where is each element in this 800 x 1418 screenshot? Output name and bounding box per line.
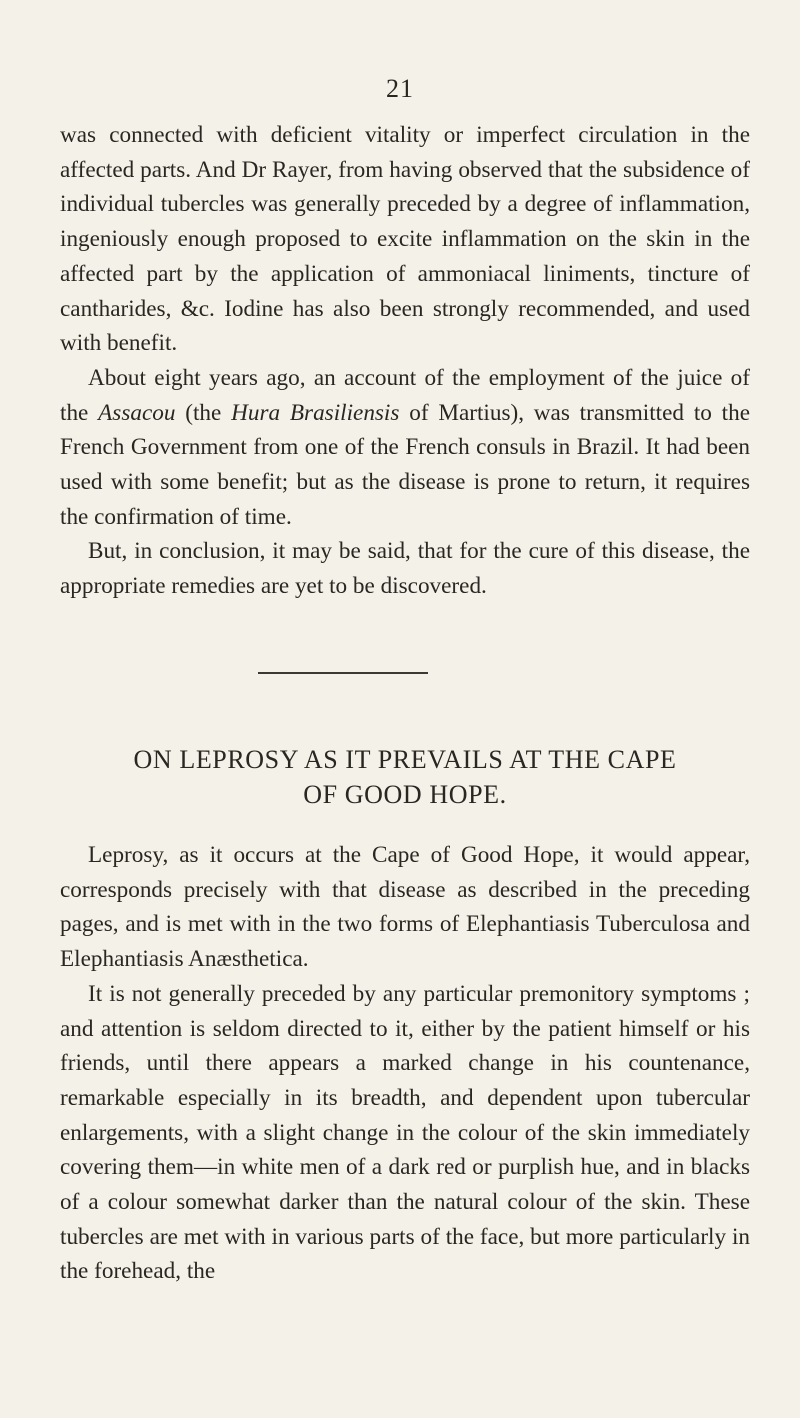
italic-term-assacou: Assacou [98, 399, 176, 426]
paragraph-leprosy-intro: Leprosy, as it occurs at the Cape of Good Hope, it would appear, corresponds precisely with that disease as described in the preceding pages, and is met with in the two forms of Elephantiasis Tuberculosa and Elephantiasis Anæsthetica. [60, 842, 750, 973]
paragraph-continuation: was connected with deficient vitality or imperfect circulation in the affected parts. And Dr Rayer, from having observed that the subsidence of individual tubercles was generally preceded by a degree of inflammation, ingeniously enough proposed to excite inflammation on the skin in the affected part by the application of ammoniacal liniments, tincture of cantharides, &c. Iodine has also been strongly recommended, and used with benefit. [60, 122, 750, 357]
section-heading [60, 742, 750, 812]
page-number: 21 [386, 74, 414, 103]
paragraph-conclusion: But, in conclusion, it may be said, that for the cure of this disease, the appropriate remedies are yet to be discovered. [60, 538, 750, 600]
heading-line-1: ON LEPROSY AS IT PREVAILS AT THE CAPE [133, 745, 677, 774]
heading-line-2: OF GOOD HOPE. [303, 780, 507, 809]
text-run: of Martius), was transmitted to the French Government from one of the French consuls in Brazil. It had been used with some benefit; but as the disease is prone to return, it requires the confirmation of time. [60, 399, 750, 530]
text-run: About eight years ago, an account of the employment of the juice of the [60, 364, 750, 426]
section-divider [258, 672, 428, 674]
italic-term-hura: Hura Brasiliensis [231, 399, 400, 426]
body-text-top [60, 118, 750, 604]
body-text-bottom [60, 838, 750, 1289]
paragraph-symptoms: It is not generally preceded by any particular premonitory symptoms ; and attention is seldom directed to it, either by the patient himself or his friends, until there appears a marked change in his countenance, remarkable especially in its breadth, and dependent upon tubercular enlargements, with a slight change in the colour of the skin immediately covering them—in white men of a dark red or purplish hue, and in blacks of a colour somewhat darker than the natural colour of the skin. These tubercles are met with in various parts of the face, but more particularly in the forehead, the [60, 980, 750, 1285]
text-run: (the [175, 399, 232, 426]
paragraph-assacou [60, 361, 750, 535]
